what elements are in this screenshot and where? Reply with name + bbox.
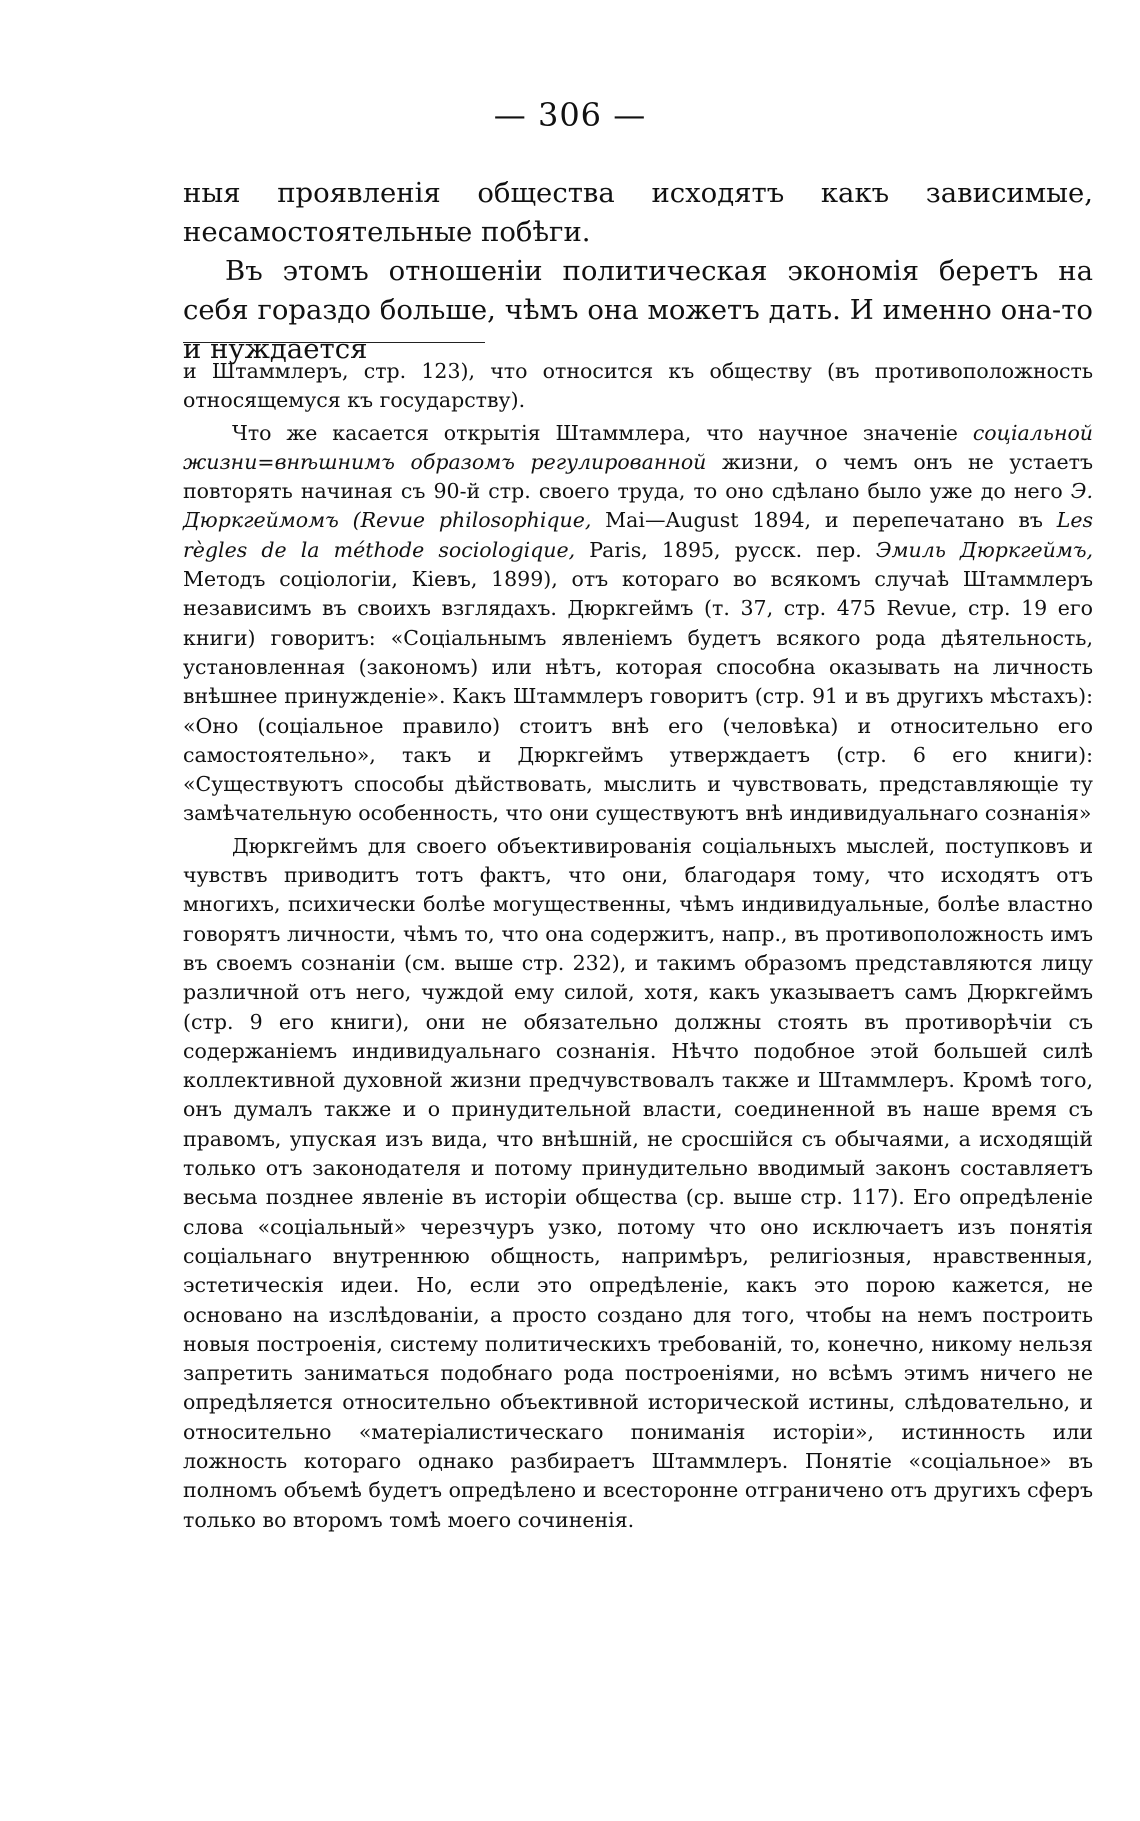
main-paragraph-continued: ныя проявленія общества исходятъ какъ зависимые, несамостоятельные побѣги. bbox=[183, 177, 1093, 248]
footnote-text: Mai—August 1894, и перепечатано въ bbox=[591, 508, 1057, 533]
footnote-text: Методъ соціологіи, Кіевъ, 1899), отъ котораго во всякомъ случаѣ Штаммлеръ независимъ въ своихъ взглядахъ. Дюркгеймъ (т. 37, стр. 475 Revue, стр. 19 его книги) говоритъ: «Соціальнымъ явленіемъ будетъ всякого рода дѣятельность, установленная (закономъ) или нѣтъ, которая способна оказывать на личность внѣшнее принужденіе». Какъ Штаммлеръ говоритъ (стр. 91 и въ другихъ мѣстахъ): «Оно (соціальное правило) стоитъ внѣ его (человѣка) и относительно его самостоятельно», такъ и Дюркгеймъ утверждаетъ (стр. 6 его книги): «Существуютъ способы дѣйствовать, мыслить и чувствовать, представляющіе ту замѣчательную особенность, что они существуютъ внѣ индивидуальнаго сознанія» bbox=[183, 567, 1093, 826]
main-paragraph: Въ этомъ отношеніи политическая экономія беретъ на себя гораздо больше, чѣмъ она можетъ дать. И именно она-то и нуждается bbox=[183, 255, 1093, 365]
footnote-italic-author: Эмиль Дюркгеймъ, bbox=[875, 537, 1094, 562]
footnote bbox=[183, 357, 1093, 1535]
page-number: — 306 — bbox=[493, 96, 647, 134]
footnote-divider bbox=[183, 342, 485, 343]
footnote-text: Paris, 1895, русск. пер. bbox=[575, 537, 876, 562]
footnote-text: жизни, о чемъ онъ не устаетъ повторять начиная съ 90-й стр. своего труда, то оно сдѣлано было уже до него bbox=[183, 449, 1093, 504]
main-text bbox=[183, 174, 1093, 369]
footnote-paragraph-continued: и Штаммлеръ, стр. 123), что относится къ обществу (въ противоположность относящемуся къ государству). bbox=[183, 359, 1093, 413]
footnote-paragraph-durkheim-comparison bbox=[183, 419, 1093, 829]
footnote-paragraph-durkheim-objectification: Дюркгеймъ для своего объективированія соціальныхъ мыслей, поступковъ и чувствъ приводитъ тотъ фактъ, что они, благодаря тому, что исходятъ отъ многихъ, психически болѣе могущественны, чѣмъ индивидуальные, болѣе властно говорятъ личности, чѣмъ то, что она содержитъ, напр., въ противоположность имъ въ своемъ сознаніи (см. выше стр. 232), и такимъ образомъ представляются лицу различной отъ него, чуждой ему силой, хотя, какъ указываетъ самъ Дюркгеймъ (стр. 9 его книги), они не обязательно должны стоять въ противорѣчіи съ содержаніемъ индивидуальнаго сознанія. Нѣчто подобное этой большей силѣ коллективной духовной жизни предчувствовалъ также и Штаммлеръ. Кромѣ того, онъ думалъ также и о принудительной власти, соединенной въ наше время съ правомъ, упуская изъ вида, что внѣшній, не сросшійся съ обычаями, а исходящій только отъ законодателя и потому принудительно вводимый законъ составляетъ весьма позднее явленіе въ исторіи общества (ср. выше стр. 117). Его опредѣленіе слова «соціальный» черезчуръ узко, потому что оно исключаетъ изъ понятія соціальнаго внутреннюю общность, напримѣръ, религіозныя, нравственныя, эстетическія идеи. Но, если это опредѣленіе, какъ это порою кажется, не основано на изслѣдованіи, а просто создано для того, чтобы на немъ построить новыя построенія, систему политическихъ требованій, то, конечно, никому нельзя запретить заниматься подобнаго рода построеніями, но всѣмъ этимъ ничего не опредѣляется относительно объективной исторической истины, слѣдовательно, и относительно «матеріалистическаго пониманія исторіи», истинность или ложность котораго однако разбираетъ Штаммлеръ. Понятіе «соціальное» въ полномъ объемѣ будетъ опредѣлено и всесторонне отграничено отъ другихъ сферъ только во второмъ томѣ моего сочиненія. bbox=[183, 833, 1093, 1532]
footnote-text: Что же касается открытія Штаммлера, что научное значеніе bbox=[232, 420, 973, 445]
footnote-italic-citation: Э. Дюркгеймомъ (Revue philosophique, bbox=[183, 479, 1093, 533]
footnote-italic-phrase: соціальной жизни=внѣшнимъ образомъ регулированной bbox=[183, 420, 1093, 474]
footnote-italic-book-title: Les règles de la méthode sociologique, bbox=[183, 508, 1093, 562]
